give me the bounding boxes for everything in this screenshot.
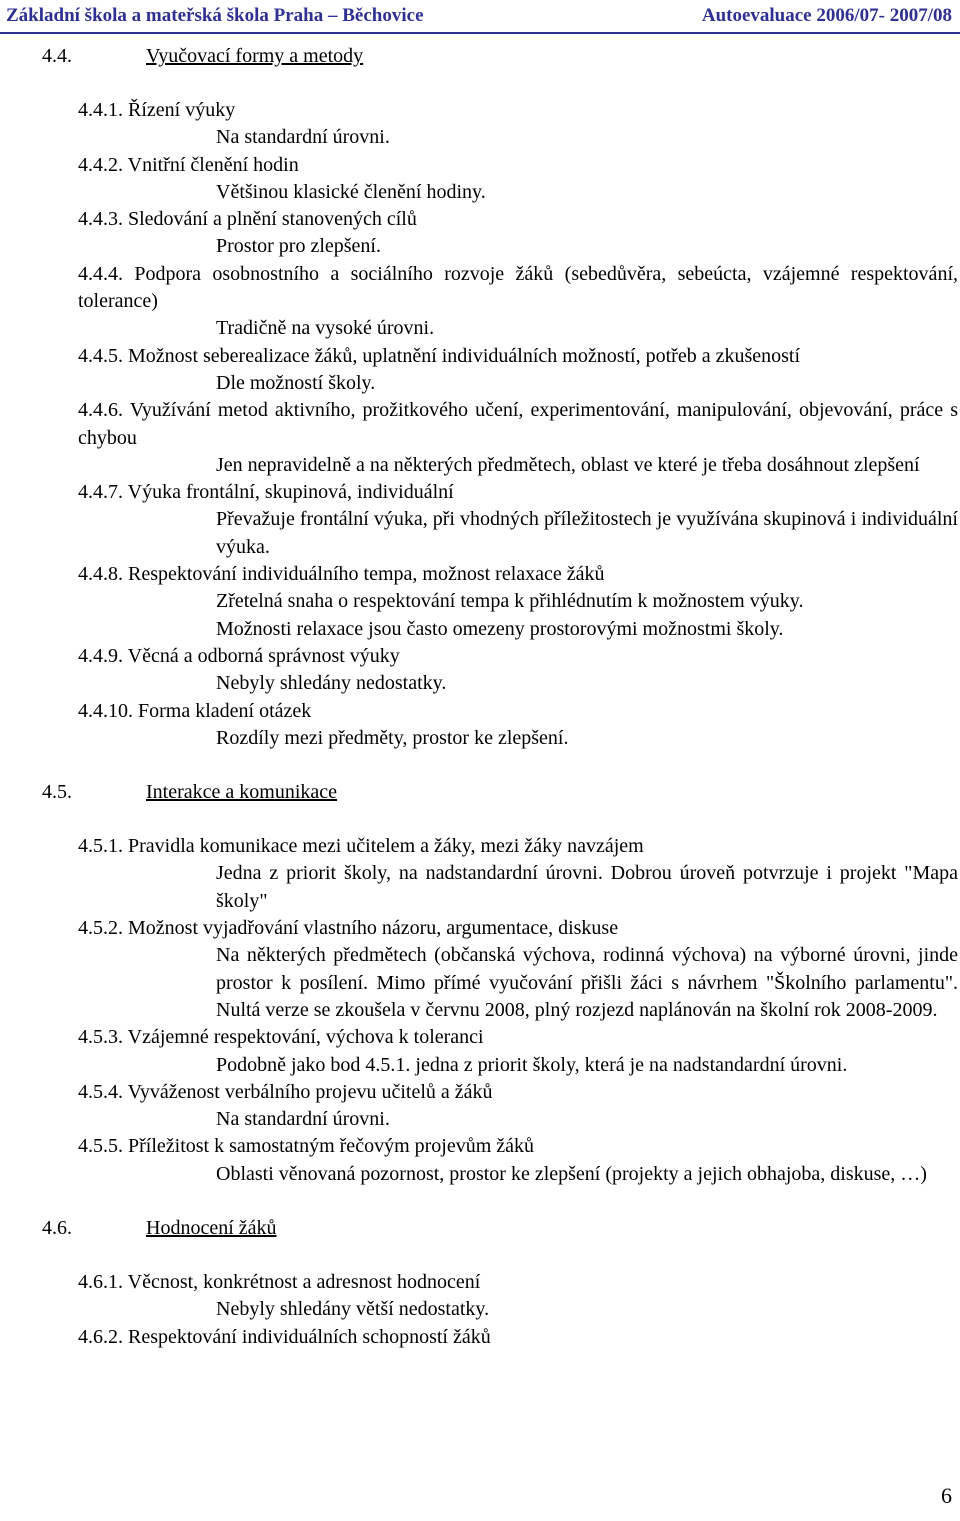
section-heading xyxy=(42,779,958,806)
criterion-item xyxy=(42,152,958,179)
criterion-number: 4.4.5. xyxy=(78,344,123,367)
header-school-name: Základní škola a mateřská škola Praha – Běchovice xyxy=(6,5,424,26)
criterion-number: 4.5.2. xyxy=(78,917,123,940)
criterion-title: Vzájemné respektování, výchova k toleranci xyxy=(127,1026,484,1049)
criterion-item xyxy=(42,1024,958,1051)
criterion-title: Sledování a plnění stanovených cílů xyxy=(128,208,417,231)
criterion-item xyxy=(42,397,958,452)
criterion-number: 4.4.2. xyxy=(78,153,123,176)
assessment-note: Nebyly shledány větší nedostatky. xyxy=(216,1298,490,1321)
header-report-title: Autoevaluace 2006/07- 2007/08 xyxy=(701,5,952,26)
assessment-note: Dle možností školy. xyxy=(216,371,376,394)
section-number: 4.5. xyxy=(42,781,72,804)
section-number: 4.6. xyxy=(42,1216,72,1239)
section-spacer xyxy=(42,70,958,97)
criterion-title: Forma kladení otázek xyxy=(138,699,312,722)
assessment-note: Na některých předmětech (občanská výchova, rodinná výchova) na výborné úrovni, jinde prostor k posílení. Mimo přímé vyučování přišli žáci s návrhem "Školního parlamentu". Nultá verze se zkoušela v červnu 2008, plný rozjezd naplánován na školní rok 2008-2009. xyxy=(216,944,958,1021)
criterion-number: 4.4.6. xyxy=(78,399,123,422)
assessment-note: Rozdíly mezi předměty, prostor ke zlepšení. xyxy=(216,726,569,749)
page-number: 6 xyxy=(941,1483,952,1508)
criterion-title: Podpora osobnostního a sociálního rozvoje žáků (sebedůvěra, sebeúcta, vzájemné respektování, tolerance) xyxy=(78,262,958,313)
section-heading xyxy=(42,1215,958,1242)
assessment-note: Převažuje frontální výuka, při vhodných příležitostech je využívána skupinová i individuální výuka. xyxy=(216,508,958,558)
criterion-number: 4.4.7. xyxy=(78,481,123,504)
criterion-title: Vnitřní členění hodin xyxy=(127,153,299,176)
criterion-number: 4.6.2. xyxy=(78,1325,123,1348)
assessment-note: Podobně jako bod 4.5.1. jedna z priorit školy, která je na nadstandardní úrovni. xyxy=(216,1053,848,1076)
page-header xyxy=(6,5,952,29)
assessment-note: Možnosti relaxace jsou často omezeny prostorovými možnostmi školy. xyxy=(216,617,784,640)
assessment-note: Prostor pro zlepšení. xyxy=(216,235,381,258)
criterion-item xyxy=(42,915,958,942)
criterion-number: 4.4.8. xyxy=(78,563,123,586)
section-spacer xyxy=(42,1188,958,1215)
section-title: Interakce a komunikace xyxy=(146,781,338,804)
assessment-note: Jen nepravidelně a na některých předmětech, oblast ve které je třeba dosáhnout zlepšení xyxy=(216,453,920,476)
section-number: 4.4. xyxy=(42,45,72,67)
criterion-item xyxy=(42,261,958,316)
criterion-title: Respektování individuálního tempa, možnost relaxace žáků xyxy=(128,563,605,586)
section-spacer xyxy=(42,752,958,779)
assessment-note: Oblasti věnovaná pozornost, prostor ke zlepšení (projekty a jejich obhajoba, diskuse, …) xyxy=(216,1162,927,1185)
criterion-title: Pravidla komunikace mezi učitelem a žáky, mezi žáky navzájem xyxy=(128,835,644,858)
criterion-title: Možnost vyjadřování vlastního názoru, argumentace, diskuse xyxy=(128,917,619,940)
criterion-title: Věcná a odborná správnost výuky xyxy=(127,644,400,667)
criterion-item xyxy=(42,833,958,860)
section-spacer xyxy=(42,1242,958,1269)
criterion-item xyxy=(42,343,958,370)
criterion-item xyxy=(42,479,958,506)
criterion-number: 4.4.4. xyxy=(78,262,123,285)
criterion-item xyxy=(42,1133,958,1160)
assessment-note: Jedna z priorit školy, na nadstandardní úrovni. Dobrou úroveň potvrzuje i projekt "Mapa školy" xyxy=(216,862,958,912)
criterion-title: Respektování individuálních schopností žáků xyxy=(128,1325,491,1348)
criterion-title: Řízení výuky xyxy=(128,99,236,121)
header-divider xyxy=(0,32,960,34)
criterion-title: Možnost seberealizace žáků, uplatnění individuálních možností, potřeb a zkušeností xyxy=(128,344,801,367)
criterion-title: Příležitost k samostatným řečovým projevům žáků xyxy=(128,1135,535,1158)
criterion-item xyxy=(42,561,958,588)
assessment-note: Na standardní úrovni. xyxy=(216,1108,390,1131)
criterion-title: Využívání metod aktivního, prožitkového učení, experimentování, manipulování, objevování, práce s chybou xyxy=(78,399,958,449)
criterion-title: Věcnost, konkrétnost a adresnost hodnocení xyxy=(127,1270,481,1293)
criterion-number: 4.5.4. xyxy=(78,1080,123,1103)
criterion-item xyxy=(42,206,958,233)
criterion-number: 4.5.1. xyxy=(78,835,123,858)
criterion-item xyxy=(42,698,958,725)
criterion-item xyxy=(42,1079,958,1106)
section-heading xyxy=(42,43,958,70)
criterion-item xyxy=(42,97,958,124)
criterion-title: Výuka frontální, skupinová, individuální xyxy=(127,481,454,504)
criterion-number: 4.4.1. xyxy=(78,99,123,121)
criterion-number: 4.6.1. xyxy=(78,1270,123,1293)
criterion-item xyxy=(42,1324,958,1351)
criterion-title: Vyváženost verbálního projevu učitelů a žáků xyxy=(127,1080,493,1103)
criterion-number: 4.5.3. xyxy=(78,1026,123,1049)
criterion-number: 4.4.10. xyxy=(78,699,133,722)
assessment-note: Nebyly shledány nedostatky. xyxy=(216,672,447,695)
section-spacer xyxy=(42,806,958,833)
criterion-number: 4.5.5. xyxy=(78,1135,123,1158)
assessment-note: Zřetelná snaha o respektování tempa k přihlédnutím k možnostem výuky. xyxy=(216,590,804,613)
criterion-item xyxy=(42,1269,958,1296)
criterion-number: 4.4.3. xyxy=(78,208,123,231)
assessment-note: Tradičně na vysoké úrovni. xyxy=(216,317,435,340)
assessment-note: Většinou klasické členění hodiny. xyxy=(216,180,486,203)
assessment-note: Na standardní úrovni. xyxy=(216,126,390,149)
criterion-item xyxy=(42,643,958,670)
section-title: Vyučovací formy a metody xyxy=(146,45,364,67)
document-body xyxy=(42,43,958,1351)
criterion-number: 4.4.9. xyxy=(78,644,123,667)
section-title: Hodnocení žáků xyxy=(146,1216,277,1239)
